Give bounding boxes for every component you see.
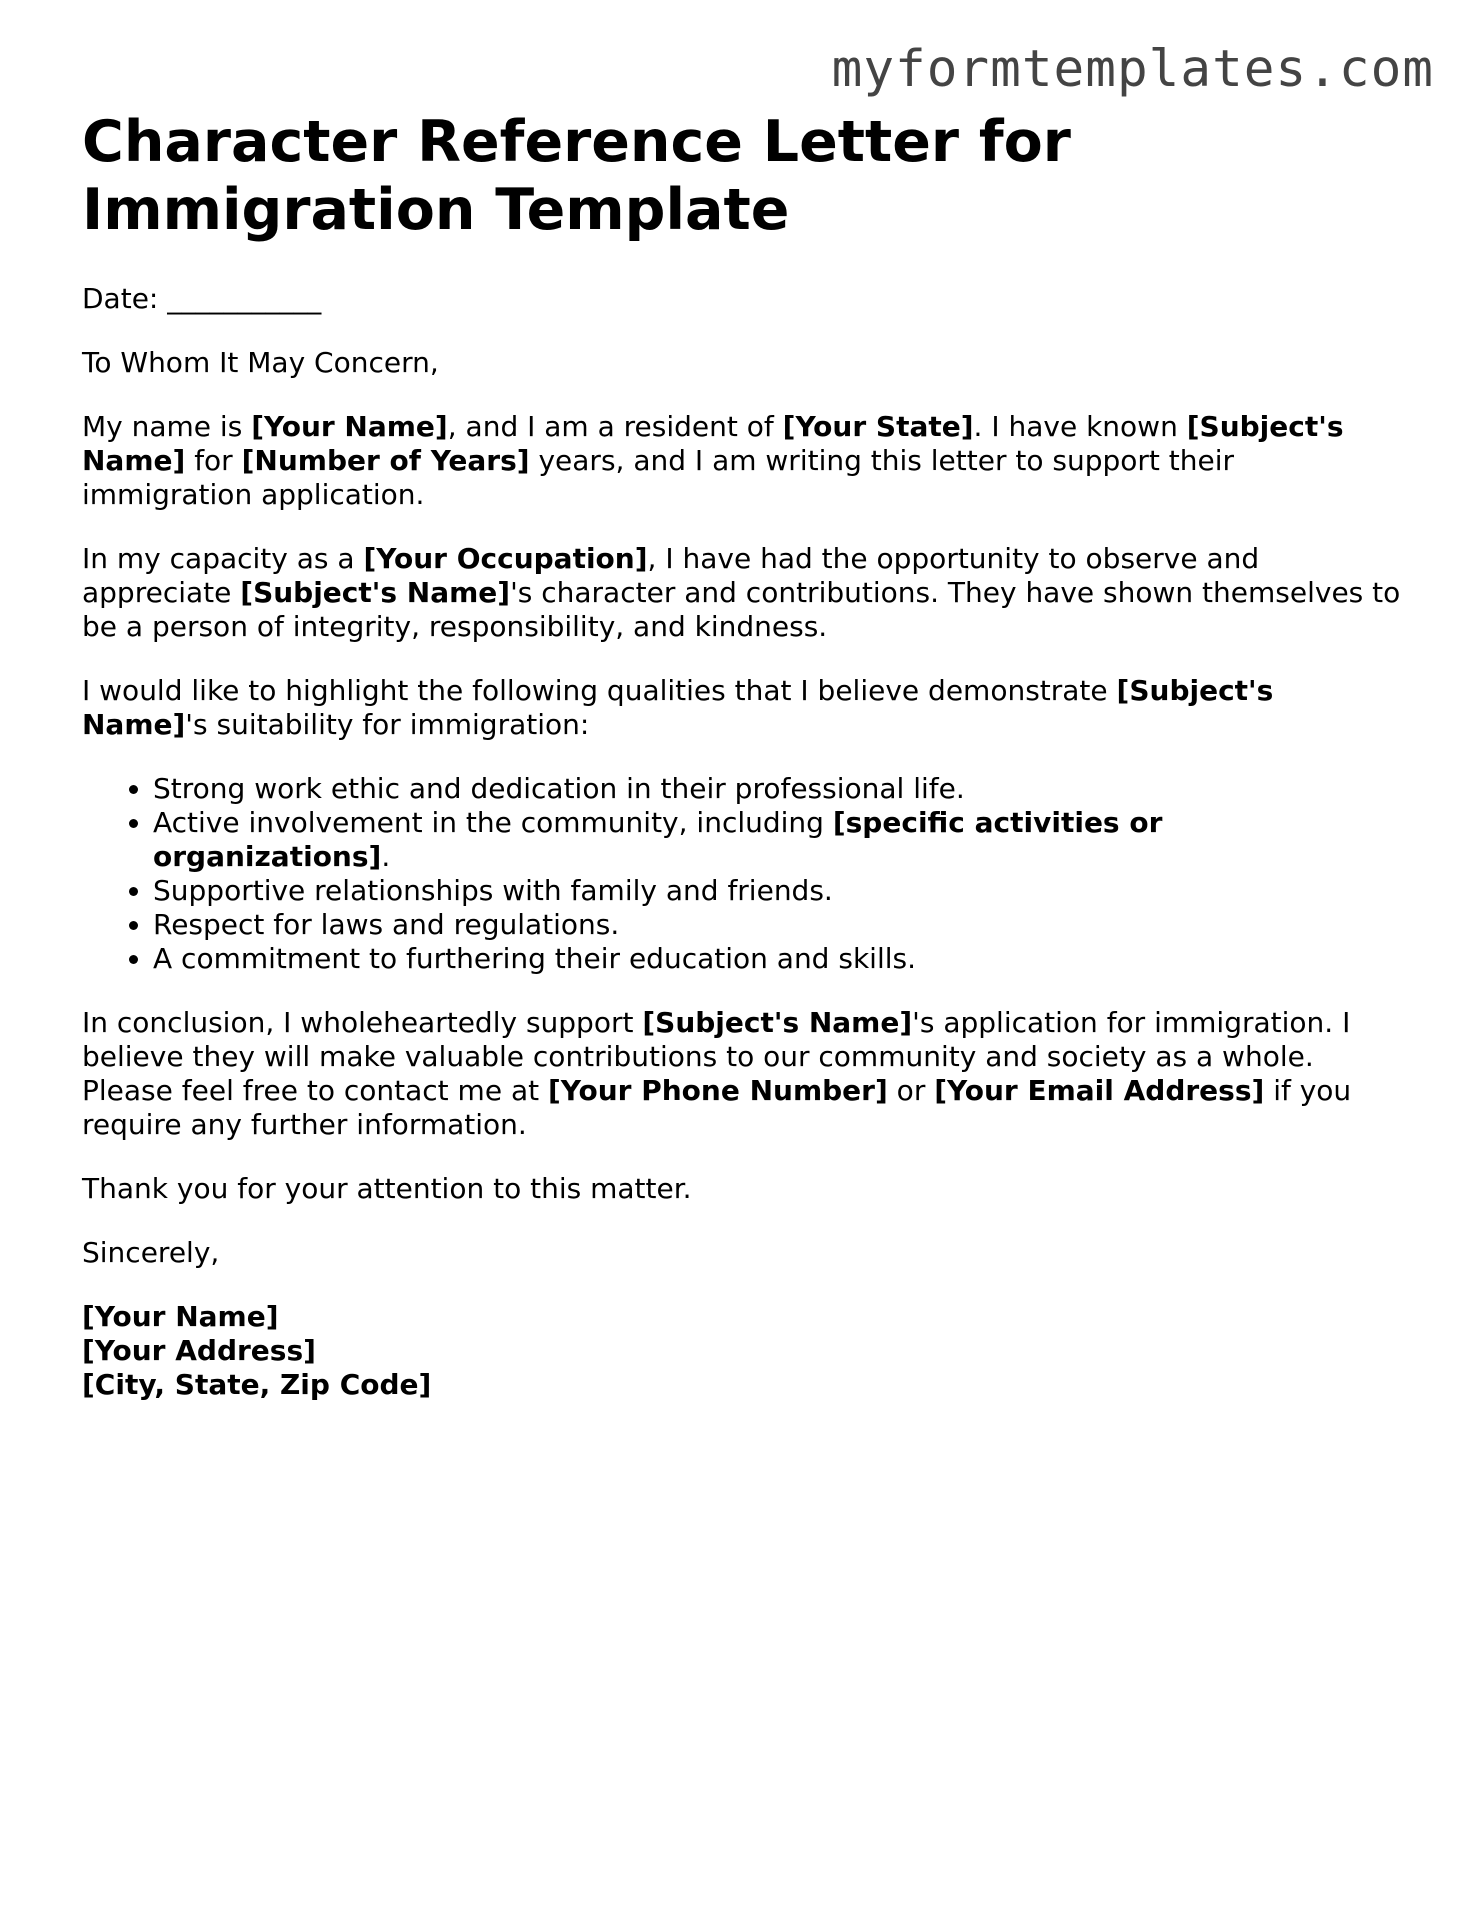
text: years, and I am writing this letter to support their immigration application.: [82, 444, 1235, 511]
list-item: • A commitment to furthering their education and skills.: [153, 942, 1402, 976]
placeholder-subject-name: [Subject's Name]: [240, 576, 511, 609]
date-blank: ___________: [167, 282, 322, 315]
salutation: To Whom It May Concern,: [82, 346, 439, 379]
signature-name: [Your Name]: [82, 1300, 279, 1333]
site-watermark: myformtemplates.com: [831, 40, 1434, 99]
text: In my capacity as a: [82, 542, 364, 575]
signature-city: [City, State, Zip Code]: [82, 1368, 432, 1401]
date-label: Date:: [82, 282, 159, 315]
placeholder-subject-name: [Subject's Name]: [82, 410, 1344, 477]
conclusion-paragraph: [82, 1006, 1402, 1142]
placeholder-occupation: [Your Occupation]: [363, 542, 648, 575]
signature-block: [82, 1300, 1402, 1402]
thanks-line: Thank you for your attention to this matter.: [82, 1172, 692, 1205]
capacity-paragraph: [82, 542, 1402, 644]
placeholder-subject-name: [Subject's Name]: [82, 674, 1274, 741]
placeholder-your-name: [Your Name]: [251, 410, 448, 443]
intro-paragraph: [82, 410, 1402, 512]
text: or: [887, 1074, 935, 1107]
text: 's character and contributions. They have shown themselves to be a person of integrity, responsibility, and kindness.: [82, 576, 1401, 643]
text: I would like to highlight the following qualities that I believe demonstrate: [82, 674, 1117, 707]
document-title: Character Reference Letter for Immigration Template: [82, 109, 1071, 243]
list-item: • Supportive relationships with family and friends.: [153, 874, 1402, 908]
placeholder-number-of-years: [Number of Years]: [241, 444, 530, 477]
placeholder-email-address: [Your Email Address]: [934, 1074, 1265, 1107]
signature-address: [Your Address]: [82, 1334, 316, 1367]
text: In conclusion, I wholeheartedly support: [82, 1006, 643, 1039]
qualities-list: [82, 772, 1402, 976]
letter-document: [82, 108, 1402, 1432]
text: for: [185, 444, 242, 477]
placeholder-phone-number: [Your Phone Number]: [548, 1074, 888, 1107]
text: My name is: [82, 410, 252, 443]
list-item: • Strong work ethic and dedication in their professional life.: [153, 772, 1402, 806]
text: .: [381, 840, 391, 873]
qualities-intro-paragraph: [82, 674, 1402, 742]
letter-body: [82, 282, 1402, 1402]
text: . I have known: [973, 410, 1187, 443]
placeholder-activities: [specific activities or organizations]: [153, 806, 1163, 873]
text: if you require any further information.: [82, 1074, 1352, 1141]
text: 's application for immigration. I believe they will make valuable contributions to our community and society as a whole. Please feel free to contact me at: [82, 1006, 1351, 1107]
closing-line: Sincerely,: [82, 1236, 220, 1269]
list-item: [153, 806, 1402, 874]
text: , and I am a resident of: [447, 410, 783, 443]
date-line: [82, 282, 1402, 316]
text: Active involvement in the community, including: [153, 806, 833, 839]
text: , I have had the opportunity to observe and appreciate: [82, 542, 1260, 609]
text: 's suitability for immigration:: [185, 708, 590, 741]
list-item: • Respect for laws and regulations.: [153, 908, 1402, 942]
placeholder-subject-name: [Subject's Name]: [642, 1006, 913, 1039]
placeholder-your-state: [Your State]: [782, 410, 974, 443]
